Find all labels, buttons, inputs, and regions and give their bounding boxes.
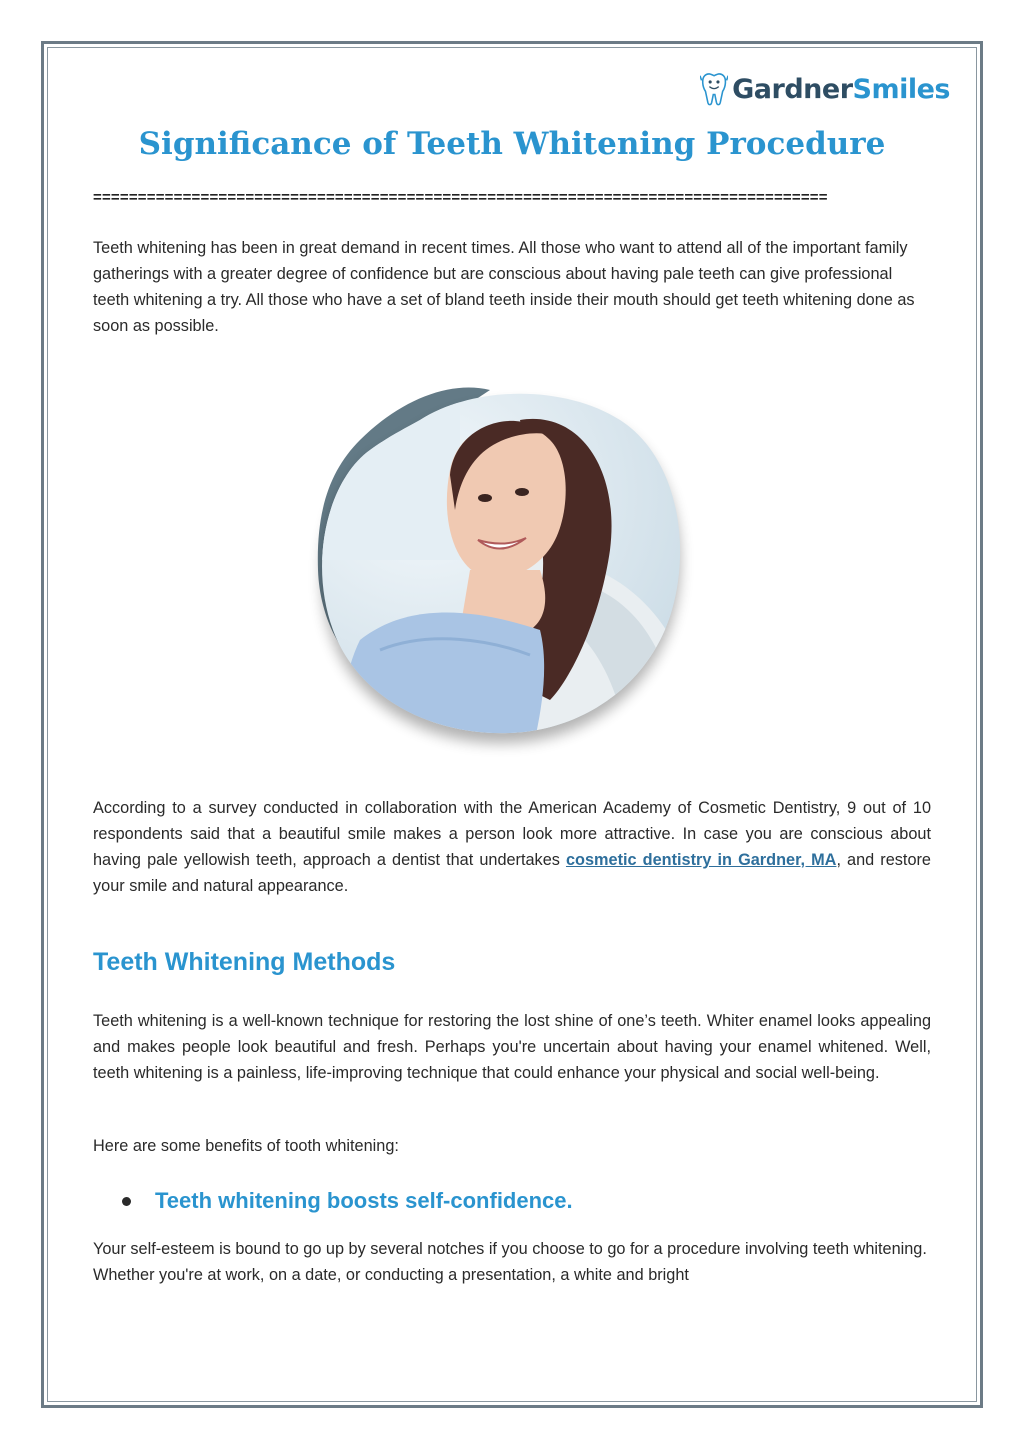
page-title: Significance of Teeth Whitening Procedure [138, 126, 886, 162]
intro-paragraph: Teeth whitening has been in great demand in recent times. All those who want to attend all of the important family gatherings with a greater degree of confidence but are conscious about having pale teeth can give professional teeth whitening a try. All those who have a set of bland teeth inside their mouth should get teeth whitening done as soon as possible. [93, 239, 915, 335]
logo-wordmark: GardnerSmiles [732, 73, 950, 105]
smiling-woman-dental-chair-photo [300, 380, 720, 760]
benefit-bullet [122, 1188, 573, 1214]
self-esteem-paragraph: Your self-esteem is bound to go up by several notches if you choose to go for a procedure involving teeth whitening. Whether you're at work, on a date, or conducting a presentation, a white and bright [93, 1240, 927, 1284]
section-heading-methods: Teeth Whitening Methods [93, 948, 396, 976]
cosmetic-dentistry-link[interactable]: cosmetic dentistry in Gardner, MA [565, 851, 837, 869]
bullet-heading: Teeth whitening boosts self-confidence. [155, 1188, 573, 1213]
survey-paragraph [93, 795, 931, 899]
methods-paragraph: Teeth whitening is a well-known technique for restoring the lost shine of one’s teeth. Whiter enamel looks appealing and makes people look beautiful and fresh. Perhaps you're uncertain about having your enamel whitened. Well, teeth whitening is a painless, life-improving technique that could enhance your physical and social well-being. [93, 1012, 931, 1082]
survey-text-before: According to a survey conducted in collaboration with the American Academy of Cosmetic Dentistry, 9 out of 10 respondents said that a beautiful smile makes a person look more attractive. In case you are conscious about having pale yellowish teeth, approach a dentist that undertakes [93, 799, 931, 869]
tooth-mascot-icon [700, 66, 728, 112]
survey-text-after: , and restore your smile and natural appearance. [93, 851, 931, 895]
benefits-intro: Here are some benefits of tooth whitening: [93, 1137, 399, 1155]
divider-line: ================================================================================== [93, 189, 828, 206]
bullet-dot-icon [122, 1197, 131, 1206]
gardner-smiles-logo[interactable] [700, 64, 950, 114]
